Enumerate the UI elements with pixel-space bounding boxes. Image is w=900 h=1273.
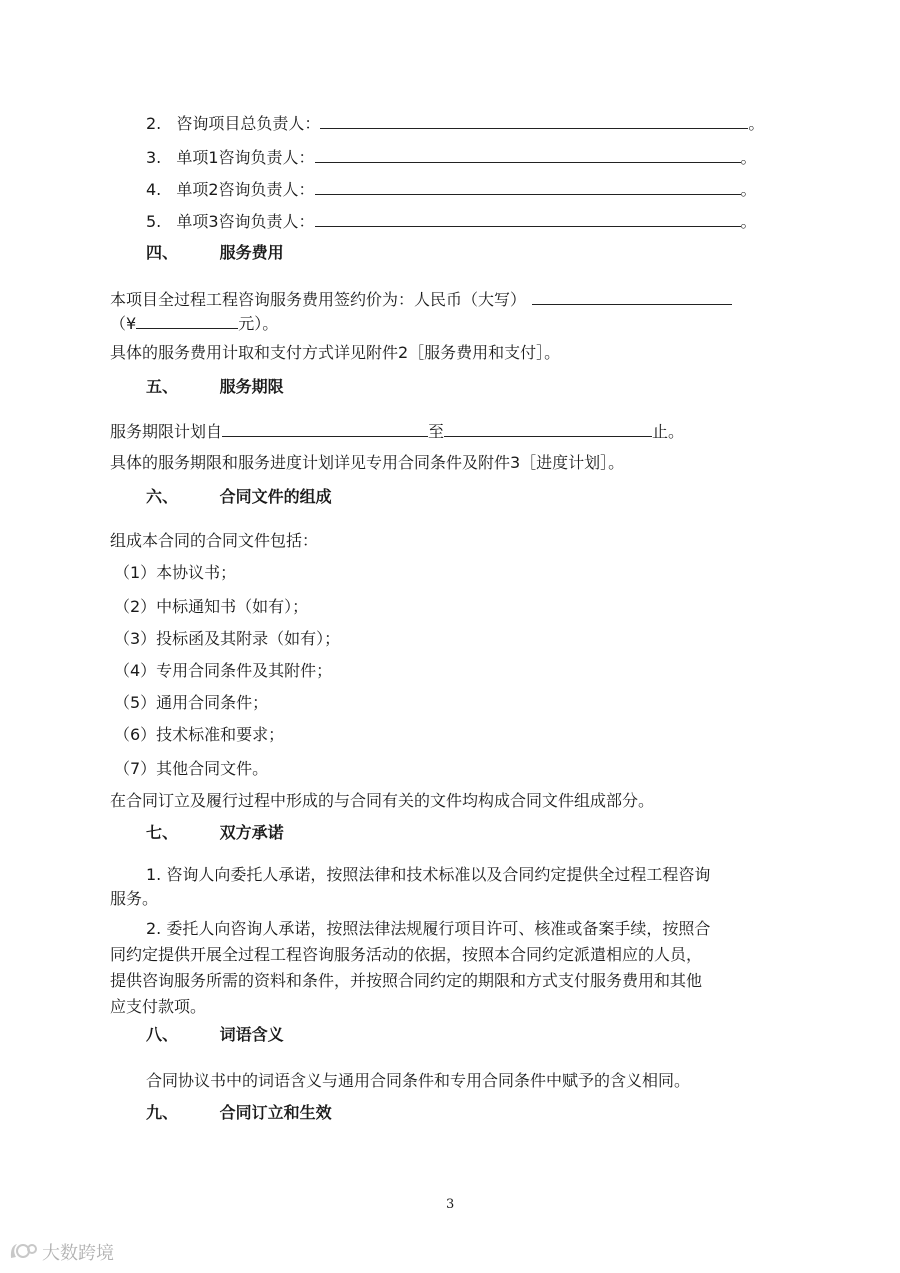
blank-line[interactable] xyxy=(315,210,741,227)
watermark-text: 大数跨境 xyxy=(42,1243,114,1264)
section-number: 九、 xyxy=(146,1103,179,1122)
watermark xyxy=(8,1240,114,1268)
blank-line[interactable] xyxy=(315,178,741,195)
document-item: （2）中标通知书（如有）； xyxy=(114,597,309,616)
section-7-heading xyxy=(146,822,284,844)
item-label: 咨询项目总负责人： xyxy=(176,114,321,133)
fee-amount-words-blank[interactable] xyxy=(532,288,732,305)
document-item: （7）其他合同文件。 xyxy=(114,759,269,778)
person-line-2 xyxy=(146,112,764,135)
documents-outro: 在合同订立及履行过程中形成的与合同有关的文件均构成合同文件组成部分。 xyxy=(110,791,655,810)
fee-prefix: （¥ xyxy=(110,314,137,333)
section-title: 服务费用 xyxy=(219,243,284,262)
person-line-3 xyxy=(146,146,757,169)
fee-text: 本项目全过程工程咨询服务费用签约价为：人民币（大写） xyxy=(110,290,527,309)
blank-line[interactable] xyxy=(315,146,741,163)
commitment-2-line-1: 2. 委托人向咨询人承诺，按照法律法规履行项目许可、核准或备案手续，按照合 xyxy=(146,919,711,938)
fee-suffix: 元）。 xyxy=(238,314,279,333)
section-number: 五、 xyxy=(146,377,179,396)
period-line xyxy=(110,420,684,443)
page-number: 3 xyxy=(446,1197,455,1212)
document-item: （3）投标函及其附录（如有）； xyxy=(114,629,341,648)
item-label: 单项2咨询负责人： xyxy=(176,180,315,199)
section-title: 双方承诺 xyxy=(219,823,284,842)
person-line-4 xyxy=(146,178,757,201)
blank-line[interactable] xyxy=(320,112,748,129)
terms-paragraph: 合同协议书中的词语含义与通用合同条件和专用合同条件中赋予的含义相同。 xyxy=(146,1071,691,1090)
document-item: （6）技术标准和要求； xyxy=(114,725,285,744)
commitment-1-line-1: 1. 咨询人向委托人承诺，按照法律和技术标准以及合同约定提供全过程工程咨询 xyxy=(146,865,711,884)
fee-detail: 具体的服务费用计取和支付方式详见附件2［服务费用和支付］。 xyxy=(110,343,561,362)
period-end-label: 止。 xyxy=(652,422,685,441)
fee-amount-figure-blank[interactable] xyxy=(136,312,238,329)
fee-line xyxy=(110,288,732,311)
section-number: 四、 xyxy=(146,243,179,262)
period-to-label: 至 xyxy=(428,422,445,441)
item-end: 。 xyxy=(740,212,757,231)
item-number: 5. xyxy=(146,212,162,231)
section-4-heading xyxy=(146,242,284,264)
item-number: 4. xyxy=(146,180,162,199)
section-5-heading xyxy=(146,376,284,398)
period-end-blank[interactable] xyxy=(444,420,652,437)
commitment-2-line-4: 应支付款项。 xyxy=(110,997,207,1016)
item-end: 。 xyxy=(740,148,757,167)
item-label: 单项3咨询负责人： xyxy=(176,212,315,231)
section-title: 合同订立和生效 xyxy=(219,1103,332,1122)
document-item: （5）通用合同条件； xyxy=(114,693,269,712)
section-number: 六、 xyxy=(146,487,179,506)
item-number: 2. xyxy=(146,114,162,133)
commitment-1-line-2: 服务。 xyxy=(110,889,159,908)
period-detail: 具体的服务期限和服务进度计划详见专用合同条件及附件3［进度计划］。 xyxy=(110,453,625,472)
watermark-logo-icon xyxy=(8,1240,38,1268)
commitment-2-line-3: 提供咨询服务所需的资料和条件，并按照合同约定的期限和方式支付服务费用和其他 xyxy=(110,971,703,990)
item-label: 单项1咨询负责人： xyxy=(176,148,315,167)
documents-intro: 组成本合同的合同文件包括： xyxy=(110,531,319,550)
section-title: 词语含义 xyxy=(219,1025,284,1044)
section-8-heading xyxy=(146,1024,284,1046)
section-number: 七、 xyxy=(146,823,179,842)
period-from-label: 服务期限计划自 xyxy=(110,422,223,441)
item-end: 。 xyxy=(748,114,765,133)
period-start-blank[interactable] xyxy=(222,420,428,437)
item-end: 。 xyxy=(740,180,757,199)
commitment-2-line-2: 同约定提供开展全过程工程咨询服务活动的依据，按照本合同约定派遣相应的人员， xyxy=(110,945,703,964)
section-title: 合同文件的组成 xyxy=(219,487,332,506)
section-number: 八、 xyxy=(146,1025,179,1044)
fee-figure-line xyxy=(110,312,278,335)
document-item: （1）本协议书； xyxy=(114,563,237,582)
section-9-heading xyxy=(146,1102,332,1124)
section-6-heading xyxy=(146,486,332,508)
document-item: （4）专用合同条件及其附件； xyxy=(114,661,333,680)
person-line-5 xyxy=(146,210,757,233)
section-title: 服务期限 xyxy=(219,377,284,396)
item-number: 3. xyxy=(146,148,162,167)
